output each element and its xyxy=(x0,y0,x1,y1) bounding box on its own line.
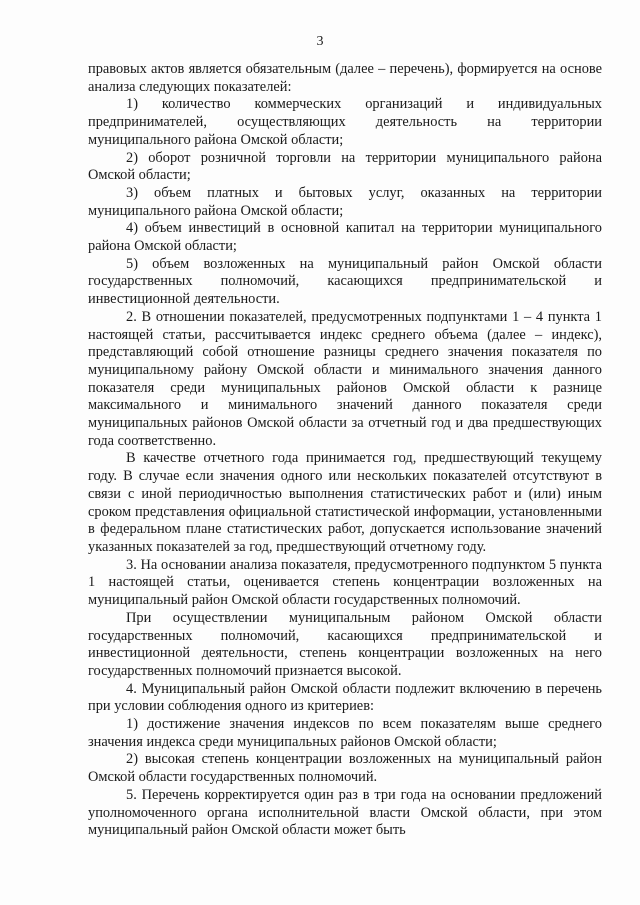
document-body xyxy=(88,61,602,840)
paragraph: 2. В отношении показателей, предусмотренных подпунктами 1 – 4 пункта 1 настоящей статьи, рассчитывается индекс среднего объема (далее – индекс), представляющий собой отношение разницы среднего значения показателя по муниципальному району Омской области и минимального значения данного показателя среди муниципальных районов Омской области к разнице максимального и минимального значений данного показателя среди муниципальных районов Омской области за отчетный год и два предшествующих года соответственно. xyxy=(88,308,602,449)
paragraph: 5) объем возложенных на муниципальный район Омской области государственных полномочий, касающихся предпринимательской и инвестиционной деятельности. xyxy=(88,255,602,308)
paragraph: 5. Перечень корректируется один раз в три года на основании предложений уполномоченного органа исполнительной власти Омской области, при этом муниципальный район Омской области может быть xyxy=(88,786,602,839)
paragraph: 4) объем инвестиций в основной капитал на территории муниципального района Омской области; xyxy=(88,220,602,255)
paragraph: 2) высокая степень концентрации возложенных на муниципальный район Омской области государственных полномочий. xyxy=(88,751,602,786)
paragraph: 1) количество коммерческих организаций и индивидуальных предпринимателей, осуществляющих деятельность на территории муниципального района Омской области; xyxy=(88,96,602,148)
paragraph: В качестве отчетного года принимается год, предшествующий текущему году. В случае если значения одного или нескольких показателей отсутствуют в связи с иной периодичностью выполнения статистических работ и (или) иным сроком представления официальной статистической информации, установленными в федеральном плане статистических работ, допускается использование значений указанных показателей за год, предшествующий отчетному году. xyxy=(88,450,602,555)
paragraph: При осуществлении муниципальным районом Омской области государственных полномочий, касающихся предпринимательской и инвестиционной деятельности, степень концентрации возложенных на него государственных полномочий признается высокой. xyxy=(88,609,602,679)
page-number: 3 xyxy=(316,34,324,49)
paragraph: 2) оборот розничной торговли на территории муниципального района Омской области; xyxy=(88,149,602,184)
paragraph: правовых актов является обязательным (далее – перечень), формируется на основе анализа следующих показателей: xyxy=(88,61,602,95)
paragraph: 3) объем платных и бытовых услуг, оказанных на территории муниципального района Омской области; xyxy=(88,184,602,219)
paragraph: 1) достижение значения индексов по всем показателям выше среднего значения индекса среди муниципальных районов Омской области; xyxy=(88,716,602,750)
paragraph: 4. Муниципальный район Омской области подлежит включению в перечень при условии соблюдения одного из критериев: xyxy=(88,680,602,715)
paragraph: 3. На основании анализа показателя, предусмотренного подпунктом 5 пункта 1 настоящей статьи, оценивается степень концентрации возложенных на муниципальный район Омской области государственных полномочий. xyxy=(88,556,602,609)
